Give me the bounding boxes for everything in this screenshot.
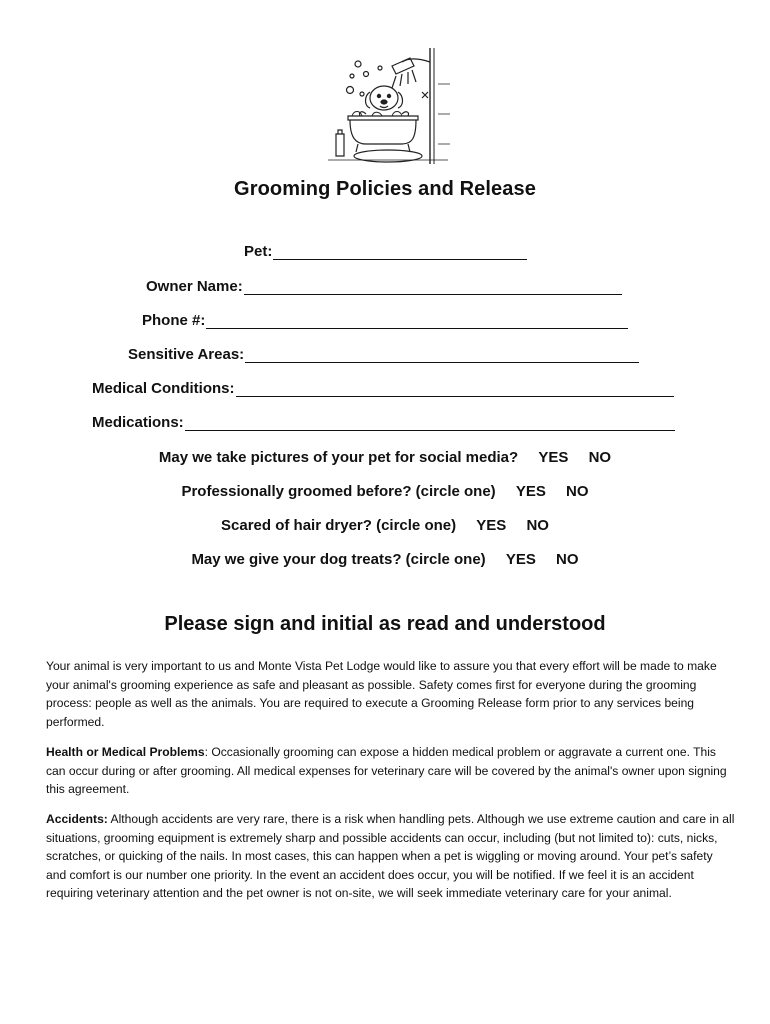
phone-input-line[interactable] bbox=[206, 314, 628, 329]
accidents-body: Although accidents are very rare, there is a risk when handling pets. Although we use extreme caution and care in all situations, grooming equipment is extremely sharp and possible accidents can occur, including (but not limited to): cuts, nicks, scratches, or quicking of the nails. In most cases, this can happen when a pet is wiggling or moving around. Your pet’s safety and comfort is our number one priority. In the event an accident does occur, you will be notified. If we feel it is an accident requiring veterinary attention and the pet owner is not on-site, we will seek immediate veterinary care for your animal. bbox=[46, 812, 735, 901]
sensitive-areas-input-line[interactable] bbox=[245, 348, 639, 363]
yes-option[interactable]: YES bbox=[476, 517, 507, 534]
no-option[interactable]: NO bbox=[588, 449, 612, 466]
question-text: May we give your dog treats? (circle one) bbox=[191, 551, 486, 568]
question-hair-dryer bbox=[0, 517, 770, 534]
phone-field[interactable] bbox=[142, 312, 628, 329]
medical-conditions-input-line[interactable] bbox=[236, 382, 674, 397]
no-option[interactable]: NO bbox=[566, 483, 589, 500]
sensitive-areas-field[interactable] bbox=[128, 346, 639, 363]
pet-label: Pet: bbox=[244, 243, 273, 260]
pet-input-line[interactable] bbox=[273, 245, 527, 260]
phone-label: Phone #: bbox=[142, 312, 206, 329]
question-text: May we take pictures of your pet for social media? bbox=[158, 449, 519, 466]
yes-option[interactable]: YES bbox=[538, 449, 569, 466]
question-social-media bbox=[0, 449, 770, 466]
pet-field[interactable] bbox=[244, 243, 527, 260]
no-option[interactable]: NO bbox=[526, 517, 549, 534]
question-dog-treats bbox=[0, 551, 770, 568]
no-option[interactable]: NO bbox=[556, 551, 579, 568]
health-heading: Health or Medical Problems bbox=[46, 745, 205, 759]
owner-name-label: Owner Name: bbox=[146, 278, 243, 295]
question-groomed-before bbox=[0, 483, 770, 500]
health-body: : Occasionally grooming can expose a hidden medical problem or aggravate a current one. This can occur during or after grooming. All medical expenses for veterinary care will be covered by the animal's owner upon signing this agreement. bbox=[46, 745, 727, 797]
sensitive-areas-label: Sensitive Areas: bbox=[128, 346, 245, 363]
accidents-paragraph bbox=[46, 810, 736, 903]
question-text: Professionally groomed before? (circle one) bbox=[181, 483, 496, 500]
owner-name-field[interactable] bbox=[146, 278, 622, 295]
medical-conditions-field[interactable] bbox=[92, 380, 674, 397]
question-text: Scared of hair dryer? (circle one) bbox=[221, 517, 457, 534]
accidents-heading: Accidents: bbox=[46, 812, 108, 826]
medications-input-line[interactable] bbox=[185, 416, 675, 431]
medications-label: Medications: bbox=[92, 414, 184, 431]
sign-initial-heading: Please sign and initial as read and understood bbox=[164, 613, 606, 635]
yes-option[interactable]: YES bbox=[505, 551, 536, 568]
dog-bath-logo-icon bbox=[322, 44, 452, 168]
intro-paragraph: Your animal is very important to us and Monte Vista Pet Lodge would like to assure you that every effort will be made to make your animal's grooming experience as safe and pleasant as possible. Safety comes first for everyone during the grooming process: people as well as the animals. You are required to execute a Grooming Release form prior to any services being performed. bbox=[46, 659, 717, 729]
page-title: Grooming Policies and Release bbox=[234, 178, 536, 200]
owner-name-input-line[interactable] bbox=[244, 280, 622, 295]
yes-option[interactable]: YES bbox=[515, 483, 546, 500]
medications-field[interactable] bbox=[92, 414, 675, 431]
health-paragraph bbox=[46, 743, 736, 799]
medical-conditions-label: Medical Conditions: bbox=[92, 380, 235, 397]
